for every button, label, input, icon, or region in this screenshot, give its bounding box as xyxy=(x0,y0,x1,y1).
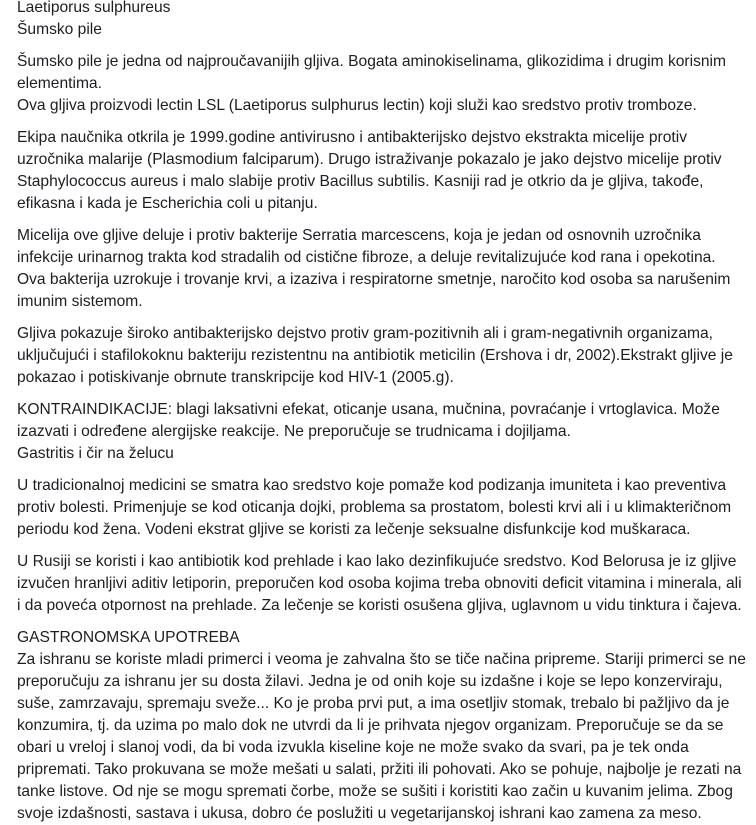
lectin-line: Ova gljiva proizvodi lectin LSL (Laetiporus sulphurus lectin) koji služi kao sredstvo protiv tromboze. xyxy=(17,97,697,114)
russia-paragraph: U Rusiji se koristi i kao antibiotik kod prehlade i kao lako dezinfikujuće sredstvo. Kod Belorusa je iz gljive izvučen hranljivi aditiv letiporin, preporučen kod osoba kojima treba obnoviti deficit vitamina i minerala, ali i da poveća otpornost na prehlade. Za lečenje se koristi osušena gljiva, uglavnom u vidu tinktura i čajeva. xyxy=(17,553,742,614)
gastronomy-heading: GASTRONOMSKA UPOTREBA xyxy=(17,629,240,646)
traditional-medicine-paragraph: U tradicionalnoj medicini se smatra kao sredstvo koje pomaže kod podizanja imuniteta i kao preventiva protiv bolesti. Primenjuje se kod oticanja dojki, problema sa prostatom, bolesti krvi ali i u klimakteričnom periodu kod žena. Vodeni ekstrat gljive se koristi za lečenje seksualne disfunkcije kod muškaraca. xyxy=(17,477,732,538)
contraindications-text: KONTRAINDIKACIJE: blagi laksativni efekat, oticanje usana, mučnina, povraćanje i vrtoglavica. Može izazvati i određene alergijske reakcije. Ne preporučuje se trudnicama i dojiljama. xyxy=(17,401,720,440)
gastronomy-section xyxy=(17,627,747,825)
title-latin: Laetiporus sulphureus xyxy=(17,0,171,16)
research-paragraph: Ekipa naučnika otkrila je 1999.godine antivirusno i antibakterijsko dejstvo ekstrakta micelije protiv uzročnika malarije (Plasmodium falciparum). Drugo istraživanje pokazalo je jako dejstvo micelije protiv Staphylococcus aureus i malo slabije protiv Bacillus subtilis. Kasniji rad je otkrio da je gljiva, takođe, efikasna i kada je Escherichia coli u pitanju. xyxy=(17,129,722,212)
title-local: Šumsko pile xyxy=(17,21,102,38)
gastritis-line: Gastritis i čir na želucu xyxy=(17,445,174,462)
intro-paragraph xyxy=(17,51,747,117)
gastronomy-text: Za ishranu se koriste mladi primerci i veoma je zahvalna što se tiče načina pripreme. Stariji primerci se ne preporučuju za ishranu jer su dosta žilavi. Jedna je od onih koje su izdašne i koje se lepo konzerviraju, suše, zamrzavaju, spremaju sveže... Ko je proba prvi put, a ima osetljiv stomak, trebalo bi pažljivo da je konzumira, tj. da uzima po malo dok ne utvrdi da li je prihvata njegov organizam. Preporučuje se da se obari u vreloj i slanoj vodi, da bi voda izvukla kiseline koje ne može svako da svari, pa je tek onda pripremati. Tako prokuvana se može mešati u salati, pržiti ili pohovati. Ako se pohuje, najbolje je rezati na tanke listove. Od nje se mogu spremati čorbe, može se sušiti i koristiti kao začin u kuvanim jelima. Zbog svoje izdašnosti, sastava i ukusa, dobro će poslužiti u vegetarijanskoj ishrani kao zamena za meso. xyxy=(17,651,746,822)
mycelium-paragraph: Micelija ove gljive deluje i protiv bakterije Serratia marcescens, koja je jedan od osnovnih uzročnika infekcije urinarnog trakta kod stradalih od cistične fibroze, a deluje revitalizujuće kod rana i opekotina. Ova bakterija uzrokuje i trovanje krvi, a izaziva i respiratorne smetnje, naročito kod osoba sa narušenim imunim sistemom. xyxy=(17,227,731,310)
antibacterial-paragraph: Gljiva pokazuje široko antibakterijsko dejstvo protiv gram-pozitivnih ali i gram-negativnih organizama, uključujući i stafilokoknu bakteriju rezistentnu na antibiotik meticilin (Ershova i dr, 2002).Ekstrakt gljive je pokazao i potiskivanje obrnute transkripcije kod HIV-1 (2005.g). xyxy=(17,325,733,386)
post-header xyxy=(17,0,747,41)
post-text xyxy=(17,0,747,825)
intro-line: Šumsko pile je jedna od najproučavanijih gljiva. Bogata aminokiselinama, glikozidima i drugim korisnim elementima. xyxy=(17,53,726,92)
contraindications-paragraph xyxy=(17,399,747,465)
